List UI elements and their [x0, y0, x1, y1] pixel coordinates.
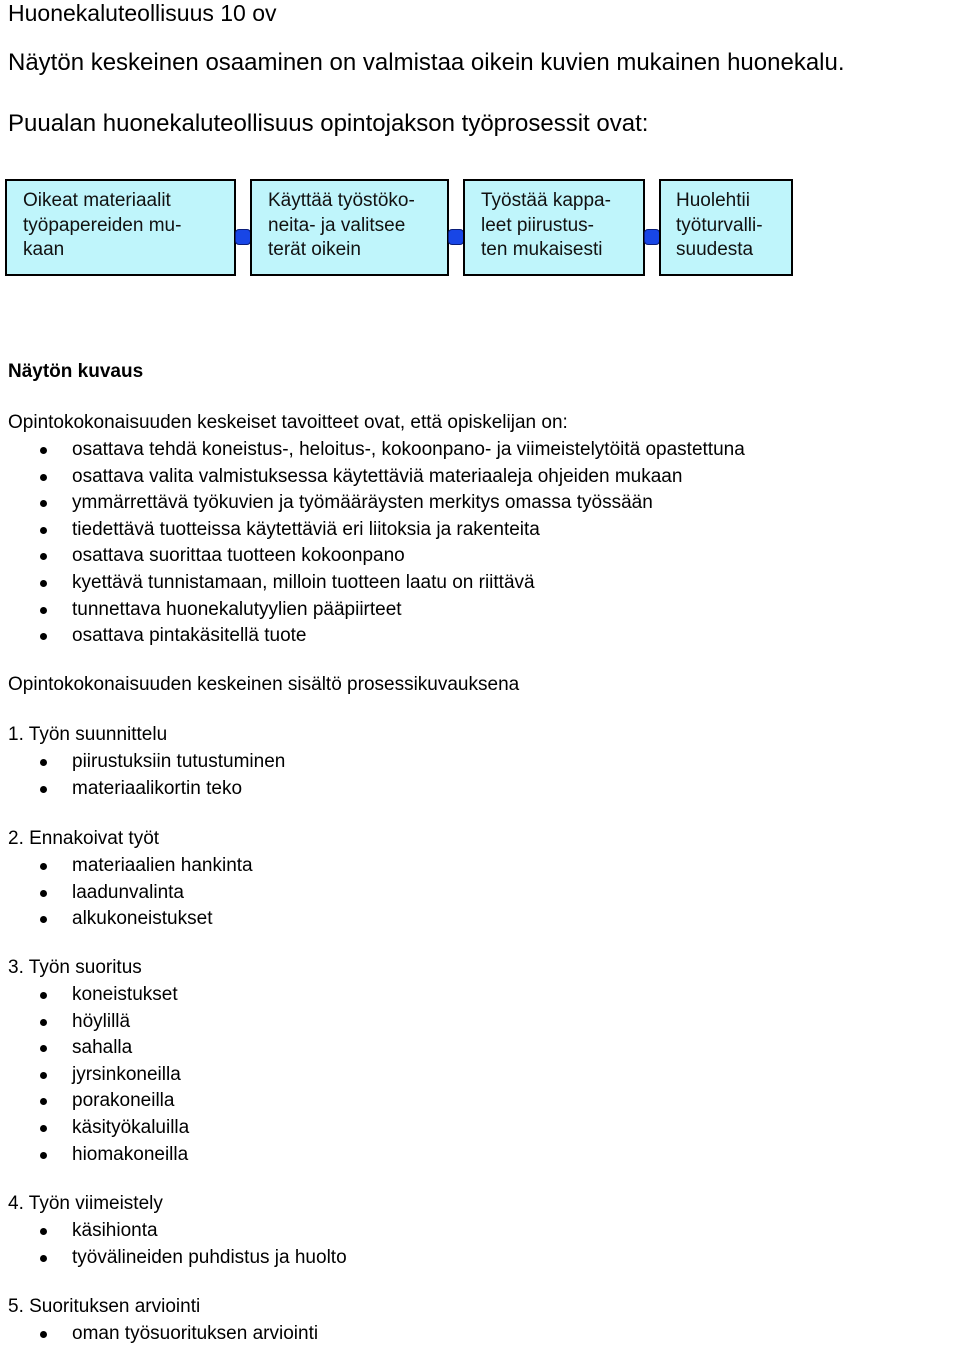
process-box-line: Käyttää työstöko- — [268, 190, 415, 211]
list-item: porakoneilla — [38, 1088, 189, 1115]
list-item: osattava valita valmistuksessa käytettäviä materiaaleja ohjeiden mukaan — [38, 464, 745, 491]
list-item: koneistukset — [38, 982, 189, 1009]
phase-title: 3. Työn suoritus — [8, 957, 142, 978]
goals-intro: Opintokokonaisuuden keskeiset tavoitteet ovat, että opiskelijan on: — [8, 412, 568, 433]
list-item: työvälineiden puhdistus ja huolto — [38, 1245, 347, 1272]
process-box-line: ten mukaisesti — [481, 239, 603, 260]
section-heading: Näytön kuvaus — [8, 361, 144, 382]
process-box-line: työpapereiden mu- — [23, 214, 182, 236]
list-item: materiaalien hankinta — [38, 853, 253, 880]
list-item: kyettävä tunnistamaan, milloin tuotteen laatu on riittävä — [38, 570, 745, 597]
process-box-line: Oikeat materiaalit — [23, 190, 171, 211]
list-item: ymmärrettävä työkuvien ja työmääräysten merkitys omassa työssään — [38, 490, 745, 517]
process-box-line: työturvalli- — [676, 214, 763, 236]
list-item: tunnettava huonekalutyylien pääpiirteet — [38, 597, 745, 624]
content-intro: Opintokokonaisuuden keskeinen sisältö prosessikuvauksena — [8, 674, 520, 695]
list-item: sahalla — [38, 1035, 189, 1062]
process-box-line: kaan — [23, 239, 65, 260]
phase-list — [38, 1321, 318, 1348]
list-item: osattava suorittaa tuotteen kokoonpano — [38, 543, 745, 570]
process-box-2 — [250, 179, 449, 276]
list-item: oman työsuorituksen arviointi — [38, 1321, 318, 1348]
process-connector — [644, 229, 660, 245]
document-title: Huonekaluteollisuus 10 ov — [8, 0, 277, 26]
phase-title: 5. Suorituksen arviointi — [8, 1296, 201, 1317]
document-goal: Näytön keskeinen osaaminen on valmistaa oikein kuvien mukainen huonekalu. — [8, 49, 845, 76]
process-box-line: Huolehtii — [676, 190, 750, 211]
process-connector — [235, 229, 251, 245]
list-item: jyrsinkoneilla — [38, 1062, 189, 1089]
process-box-1 — [5, 179, 236, 276]
list-item: käsihionta — [38, 1218, 347, 1245]
process-box-line: suudesta — [676, 239, 754, 260]
process-heading: Puualan huonekaluteollisuus opintojakson työprosessit ovat: — [8, 110, 649, 137]
process-box-line: terät oikein — [268, 239, 361, 260]
list-item: laadunvalinta — [38, 880, 253, 907]
process-box-3 — [463, 179, 645, 276]
phase-list — [38, 1218, 347, 1271]
list-item: hiomakoneilla — [38, 1142, 189, 1169]
list-item: osattava tehdä koneistus-, heloitus-, kokoonpano- ja viimeistelytöitä opastettuna — [38, 437, 745, 464]
list-item: tiedettävä tuotteissa käytettäviä eri liitoksia ja rakenteita — [38, 517, 745, 544]
phase-list — [38, 749, 285, 802]
list-item: osattava pintakäsitellä tuote — [38, 623, 745, 650]
goals-list — [38, 437, 745, 650]
process-box-line: neita- ja valitsee — [268, 214, 406, 236]
phase-list — [38, 853, 253, 933]
phase-title: 4. Työn viimeistely — [8, 1193, 163, 1214]
process-box-line: Työstää kappa- — [481, 190, 611, 211]
list-item: piirustuksiin tutustuminen — [38, 749, 285, 776]
list-item: materiaalikortin teko — [38, 776, 285, 803]
process-connector — [448, 229, 464, 245]
phase-title: 2. Ennakoivat työt — [8, 828, 160, 849]
list-item: höylillä — [38, 1009, 189, 1036]
phase-list — [38, 982, 189, 1168]
list-item: käsityökaluilla — [38, 1115, 189, 1142]
process-box-line: leet piirustus- — [481, 214, 594, 236]
process-box-4 — [659, 179, 793, 276]
phase-title: 1. Työn suunnittelu — [8, 724, 168, 745]
list-item: alkukoneistukset — [38, 906, 253, 933]
